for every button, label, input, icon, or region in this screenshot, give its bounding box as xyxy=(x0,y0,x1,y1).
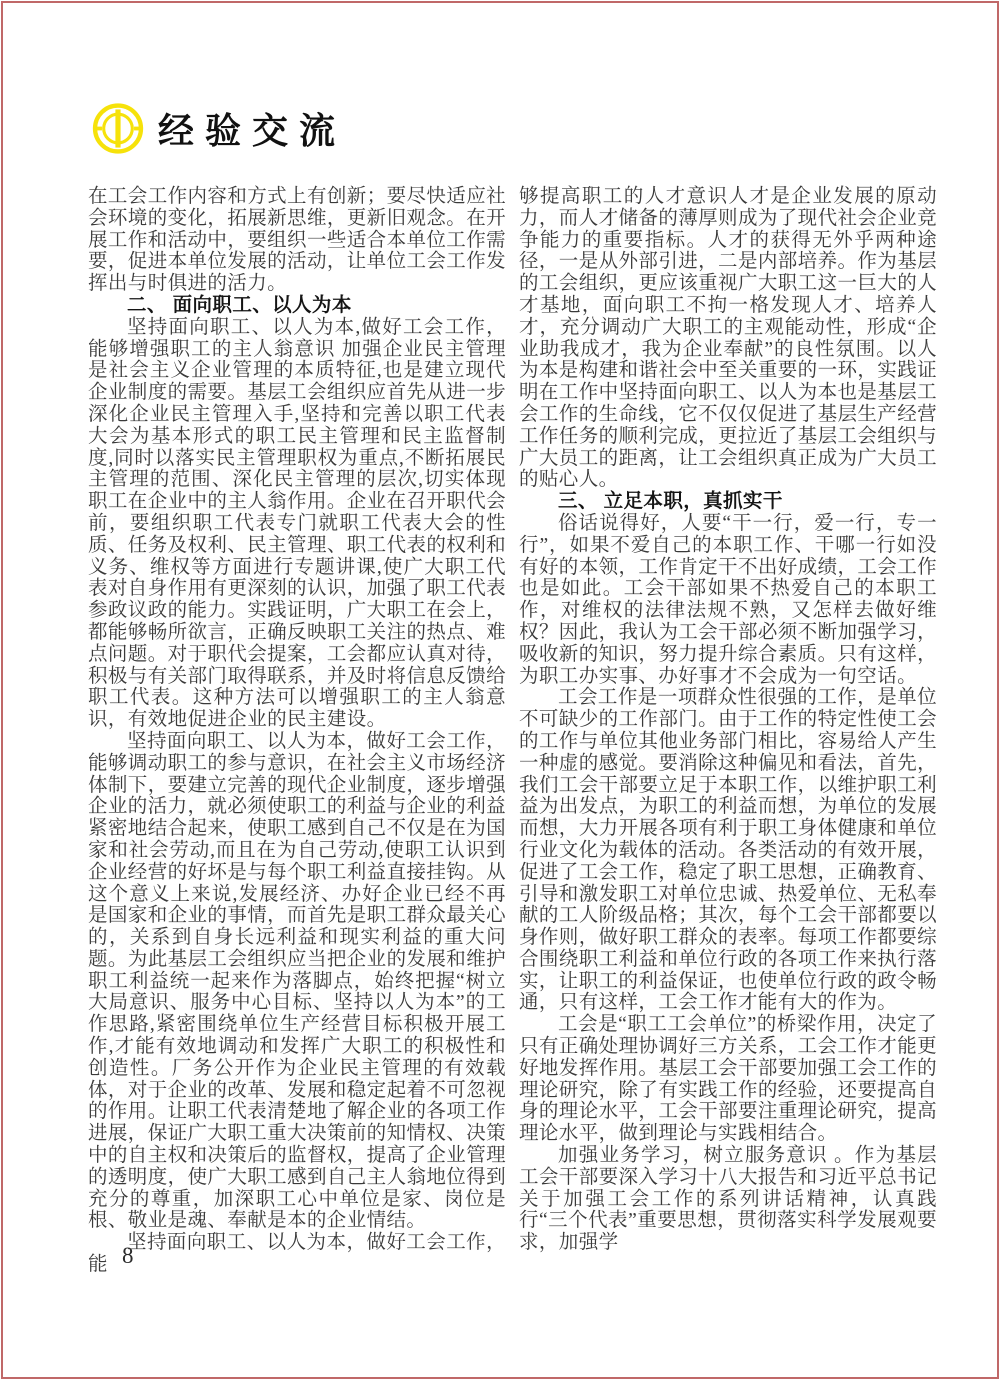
paragraph: 工会是“职工工会单位”的桥梁作用，决定了只有正确处理协调好三方关系，工会工作才能更好地发挥作用。基层工会干部要加强工会工作的理论研究，除了有实践工作的经验，还要提高自身的理论水平，工会干部要注重理论研究，提高理论水平，做到理论与实践相结合。 xyxy=(519,1014,937,1145)
paragraph: 加强业务学习，树立服务意识 。作为基层工会干部要深入学习十八大报告和习近平总书记关于加强工会工作的系列讲话精神，认真践行“三个代表”重要思想，贯彻落实科学发展观要求，加强学 xyxy=(519,1145,937,1254)
paragraph: 俗话说得好，人要“干一行，爱一行，专一行”，如果不爱自己的本职工作、干哪一行如没有好的本领，工作肯定干不出好成绩，工会工作也是如此。工会干部如果不热爱自己的本职工作，对维权的法律法规不熟，又怎样去做好维权？因此，我认为工会干部必须不断加强学习，吸收新的知识，努力提升综合素质。只有这样，为职工办实事、办好事才不会成为一句空话。 xyxy=(519,512,937,687)
section-title: 经验交流 xyxy=(158,110,347,151)
article-body xyxy=(88,186,937,1276)
right-column xyxy=(519,186,937,1276)
section-heading: 二、 面向职工、以人为本 xyxy=(127,293,352,316)
paragraph: 坚持面向职工、以人为本，做好工会工作，能 xyxy=(88,1232,506,1276)
union-emblem-icon xyxy=(92,102,144,155)
page-number: 8 xyxy=(122,1243,134,1268)
paragraph: 在工会工作内容和方式上有创新；要尽快适应社会环境的变化，拓展新思维，更新旧观念。在开展工作和活动中，要组织一些适合本单位工作需要，促进本单位发展的活动，让单位工会工作发挥出与时俱进的活力。 xyxy=(88,186,506,295)
paragraph: 工会工作是一项群众性很强的工作，是单位不可缺少的工作部门。由于工作的特定性使工会的工作与单位其他业务部门相比，容易给人产生一种虚的感觉。要消除这种偏见和看法，首先，我们工会干部要立足于本职工作，以维护职工利益为出发点，为职工的利益而想，为单位的发展而想，大力开展各项有利于职工身体健康和单位行业文化为载体的活动。各类活动的有效开展，促进了工会工作，稳定了职工思想，正确教育、引导和激发职工对单位忠诚、热爱单位、无私奉献的工人阶级品格；其次，每个工会干部都要以身作则，做好职工群众的表率。每项工作都要综合围绕职工利益和单位行政的各项工作来执行落实，让职工的利益保证，也使单位行政的政令畅通，只有这样，工会工作才能有大的作为。 xyxy=(519,687,937,1014)
paragraph: 够提高职工的人才意识人才是企业发展的原动力，而人才储备的薄厚则成为了现代社会企业竞争能力的重要指标。人才的获得无外乎两种途径，一是从外部引进，二是内部培养。作为基层的工会组织，更应该重视广大职工这一巨大的人才基地，面向职工不拘一格发现人才、培养人才，充分调动广大职工的主观能动性，形成“企业助我成才，我为企业奉献”的良性氛围。以人为本是构建和谐社会中至关重要的一环，实践证明在工作中坚持面向职工、以人为本也是基层工会工作的生命线，它不仅仅促进了基层生产经营工作任务的顺利完成，更拉近了基层工会组织与广大员工的距离，让工会组织真正成为广大员工的贴心人。 xyxy=(519,186,937,491)
left-column xyxy=(88,186,506,1276)
paragraph: 坚持面向职工、以人为本，做好工会工作，能够调动职工的参与意识，在社会主义市场经济体制下，要建立完善的现代企业制度，逐步增强企业的活力，就必须使职工的利益与企业的利益紧密地结合起来，使职工感到自己不仅是在为国家和社会劳动,而且在为自己劳动,使职工认识到企业经营的好坏是与每个职工利益直接挂钩。从这个意义上来说,发展经济、办好企业已经不再是国家和企业的事情，而首先是职工群众最关心的，关系到自身长远利益和现实利益的重大问题。为此基层工会组织应当把企业的发展和维护职工利益统一起来作为落脚点，始终把握“树立大局意识、服务中心目标、坚持以人为本”的工作思路,紧密围绕单位生产经营目标积极开展工作,才能有效地调动和发挥广大职工的积极性和创造性。厂务公开作为企业民主管理的有效载体，对于企业的改革、发展和稳定起着不可忽视的作用。让职工代表清楚地了解企业的各项工作进展，保证广大职工重大决策前的知情权、决策中的自主权和决策后的监督权，提高了企业管理的透明度，使广大职工感到自己主人翁地位得到充分的尊重，加深职工心中单位是家、岗位是根、敬业是魂、奉献是本的企业情结。 xyxy=(88,730,506,1232)
page-header xyxy=(92,102,346,155)
section-heading: 三、 立足本职，真抓实干 xyxy=(558,490,783,513)
paragraph: 坚持面向职工、以人为本,做好工会工作，能够增强职工的主人翁意识 加强企业民主管理是社会主义企业管理的本质特征,也是建立现代企业制度的需要。基层工会组织应首先从进一步深化企业民主管理入手,坚持和完善以职工代表大会为基本形式的职工民主管理和民主监督制度,同时以落实民主管理职权为重点,不断拓展民主管理的范围、深化民主管理的层次,切实体现职工在企业中的主人翁作用。企业在召开职代会前，要组织职工代表专门就职工代表大会的性质、任务及权利、民主管理、职工代表的权利和义务、维权等方面进行专题讲课,使广大职工代表对自身作用有更深刻的认识，加强了职工代表参政议政的能力。实践证明，广大职工在会上，都能够畅所欲言，正确反映职工关注的热点、难点问题。对于职代会提案，工会都应认真对待，积极与有关部门取得联系，并及时将信息反馈给职工代表。这种方法可以增强职工的主人翁意识，有效地促进企业的民主建设。 xyxy=(88,316,506,731)
